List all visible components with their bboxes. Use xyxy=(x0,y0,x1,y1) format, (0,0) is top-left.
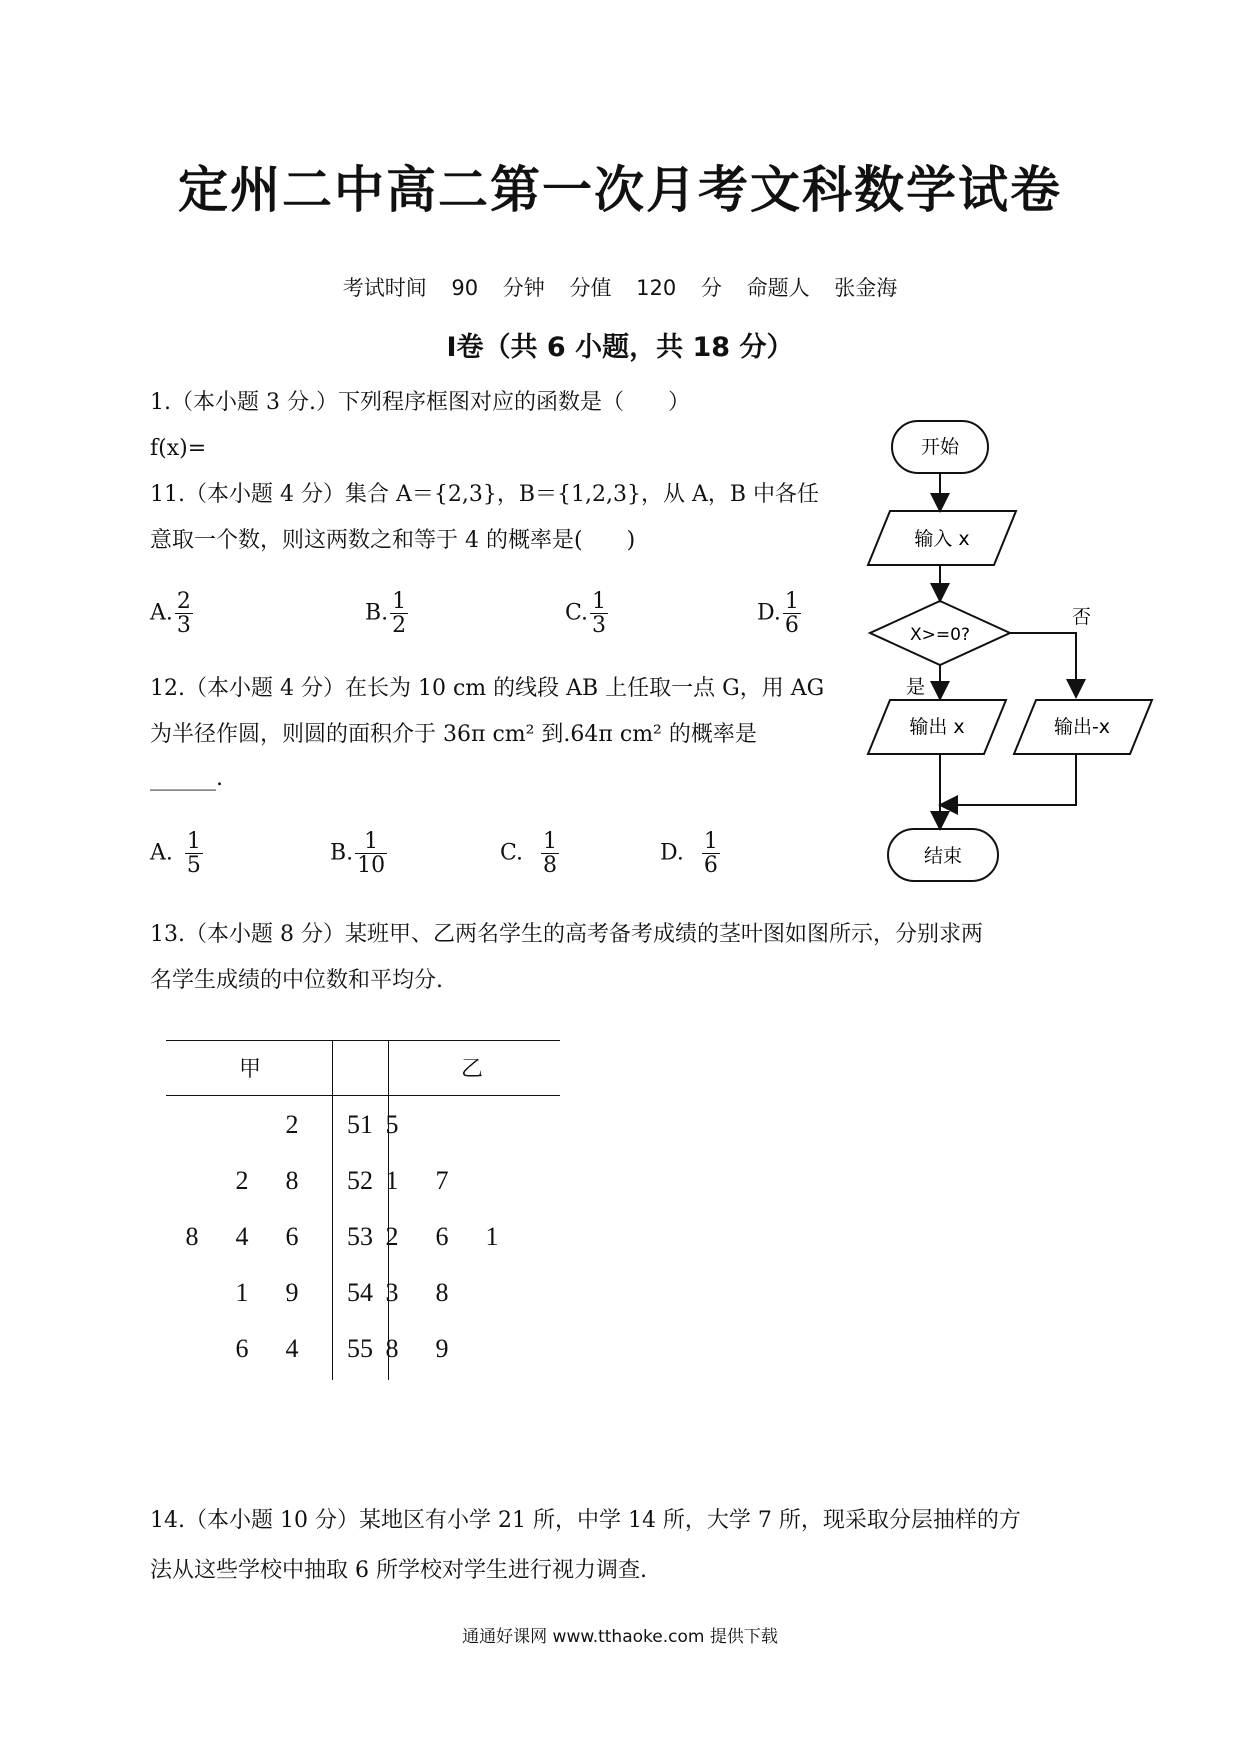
leaf-left: 6 xyxy=(285,1222,299,1251)
fraction-denominator: 8 xyxy=(543,853,558,879)
stem-value: 53 xyxy=(347,1222,373,1251)
question-11-line-1: 11.（本小题 4 分）集合 A＝{2,3}，B＝{1,2,3}，从 A，B 中各任 xyxy=(150,482,820,507)
fraction-denominator: 2 xyxy=(392,613,407,639)
leaf-right: 3 xyxy=(385,1278,399,1307)
question-11-option-c xyxy=(565,590,608,637)
flowchart-output-neg-x-label: 输出-x xyxy=(1053,716,1111,738)
option-label: B. xyxy=(330,840,354,866)
option-fraction xyxy=(590,590,608,637)
fraction-denominator: 10 xyxy=(357,853,386,879)
option-fraction xyxy=(541,830,559,877)
question-12-option-c xyxy=(500,830,559,877)
leaf-right: 7 xyxy=(435,1166,449,1195)
option-label: C. xyxy=(500,840,524,866)
leaf-right: 2 xyxy=(385,1222,399,1251)
leaf-right: 8 xyxy=(385,1334,399,1363)
flowchart-arrow-no xyxy=(1010,633,1076,695)
question-12-option-a xyxy=(150,830,203,877)
question-13-line-2: 名学生成绩的中位数和平均分. xyxy=(150,968,443,993)
leaf-right: 1 xyxy=(385,1166,399,1195)
leaf-right: 8 xyxy=(435,1278,449,1307)
question-14-line-1: 14.（本小题 10 分）某地区有小学 21 所，中学 14 所，大学 7 所，现采取分层抽样的方 xyxy=(150,1508,1021,1533)
leaf-right: 9 xyxy=(435,1334,449,1363)
leaf-right: 5 xyxy=(385,1110,399,1139)
flowchart-arrow-merge xyxy=(942,754,1076,805)
fraction-numerator: 1 xyxy=(703,829,718,854)
option-fraction xyxy=(783,590,801,637)
stem-value: 54 xyxy=(347,1278,373,1307)
flowchart-decision-label: X>=0? xyxy=(910,625,970,645)
fraction-numerator: 1 xyxy=(355,830,387,854)
flowchart-output-x-label: 输出 x xyxy=(909,716,965,738)
leaf-left: 4 xyxy=(235,1222,249,1251)
stem-leaf-plot xyxy=(166,1040,560,1380)
table-header-rule xyxy=(166,1095,560,1096)
option-fraction xyxy=(390,590,408,637)
option-fraction xyxy=(185,830,203,877)
leaf-right: 1 xyxy=(485,1222,499,1251)
flowchart-no-label: 否 xyxy=(1072,606,1092,628)
fraction-numerator: 1 xyxy=(392,589,407,614)
leaf-left: 8 xyxy=(185,1222,199,1251)
stem-value: 55 xyxy=(347,1334,373,1363)
stem-value: 51 xyxy=(347,1110,373,1139)
stem-leaf-header-jia: 甲 xyxy=(238,1057,261,1082)
fraction-denominator: 5 xyxy=(186,853,201,879)
section-heading: Ⅰ卷（共 6 小题，共 18 分） xyxy=(446,332,794,363)
leaf-left: 8 xyxy=(285,1166,299,1195)
fraction-denominator: 6 xyxy=(784,613,799,639)
leaf-left: 9 xyxy=(285,1278,299,1307)
option-label: A. xyxy=(150,600,173,626)
fraction-numerator: 1 xyxy=(186,829,201,854)
leaf-left: 4 xyxy=(285,1334,299,1363)
fraction-numerator: 2 xyxy=(176,589,191,614)
option-fraction xyxy=(355,830,387,877)
question-1-answer-line: f(x)= xyxy=(150,436,207,461)
leaf-left: 6 xyxy=(235,1334,249,1363)
question-11-option-b xyxy=(365,590,408,637)
leaf-left: 2 xyxy=(235,1166,249,1195)
fraction-numerator: 1 xyxy=(592,589,607,614)
fraction-denominator: 3 xyxy=(592,613,607,639)
fraction-denominator: 6 xyxy=(703,853,718,879)
question-12-option-b xyxy=(330,830,387,877)
flowchart-input-label: 输入 x xyxy=(914,528,970,550)
question-1-text: 1.（本小题 3 分.）下列程序框图对应的函数是（ ） xyxy=(150,390,690,415)
fraction-numerator: 1 xyxy=(784,589,799,614)
flowchart-yes-label: 是 xyxy=(906,676,926,698)
option-fraction xyxy=(175,590,193,637)
question-12-option-d xyxy=(660,830,720,877)
stem-value: 52 xyxy=(347,1166,373,1195)
option-label: D. xyxy=(757,600,781,626)
option-label: C. xyxy=(565,600,589,626)
question-11-option-a xyxy=(150,590,193,637)
option-label: D. xyxy=(660,840,684,866)
exam-info: 考试时间 90 分钟 分值 120 分 命题人 张金海 xyxy=(342,276,898,300)
leaf-left: 2 xyxy=(285,1110,299,1139)
leaf-right: 6 xyxy=(435,1222,449,1251)
table-divider-right xyxy=(388,1040,389,1380)
stem-leaf-header-yi: 乙 xyxy=(460,1057,483,1082)
leaf-left: 1 xyxy=(235,1278,249,1307)
option-label: A. xyxy=(150,840,173,866)
question-12-line-2: 为半径作圆，则圆的面积介于 36π cm² 到.64π cm² 的概率是 xyxy=(150,722,757,747)
flowchart-end-label: 结束 xyxy=(923,845,963,867)
option-fraction xyxy=(702,830,720,877)
fraction-denominator: 3 xyxy=(176,613,191,639)
flowchart-start-label: 开始 xyxy=(920,436,960,458)
fraction-numerator: 1 xyxy=(543,829,558,854)
question-14-line-2: 法从这些学校中抽取 6 所学校对学生进行视力调查. xyxy=(150,1558,647,1583)
table-divider-left xyxy=(332,1040,333,1380)
table-top-rule xyxy=(166,1040,560,1041)
page-footer: 通通好课网 www.tthaoke.com 提供下载 xyxy=(462,1627,778,1647)
question-12-blank: ______. xyxy=(150,766,223,791)
page-title: 定州二中高二第一次月考文科数学试卷 xyxy=(178,161,1062,219)
flowchart-diagram xyxy=(860,415,1170,895)
option-label: B. xyxy=(365,600,389,626)
question-12-line-1: 12.（本小题 4 分）在长为 10 cm 的线段 AB 上任取一点 G，用 AG xyxy=(150,676,825,701)
question-11-line-2: 意取一个数，则这两数之和等于 4 的概率是( ) xyxy=(150,528,636,553)
question-11-option-d xyxy=(757,590,801,637)
question-13-line-1: 13.（本小题 8 分）某班甲、乙两名学生的高考备考成绩的茎叶图如图所示，分别求两 xyxy=(150,922,983,947)
